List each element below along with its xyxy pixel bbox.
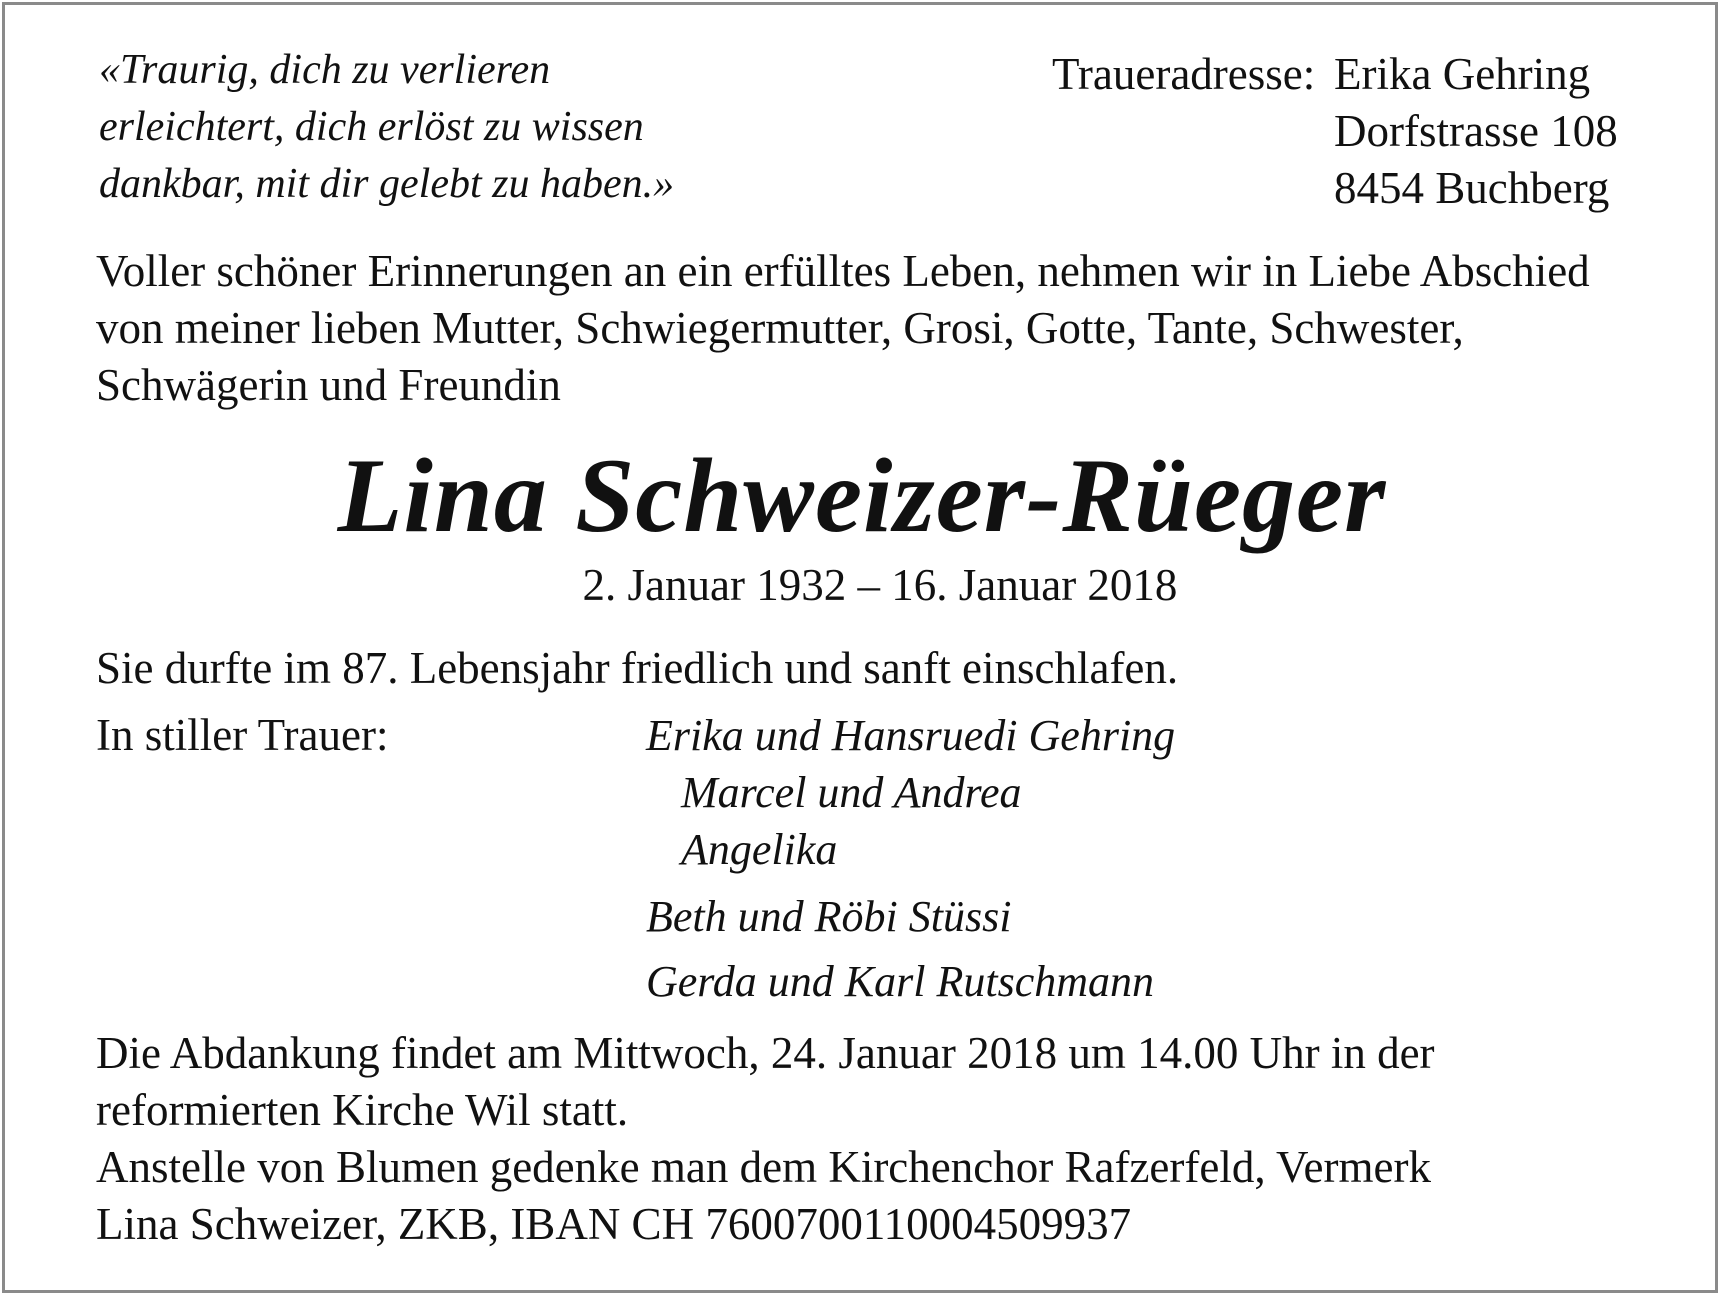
address-label: Traueradresse: xyxy=(1052,49,1316,99)
closing-paragraph xyxy=(96,1025,1435,1253)
quote-line: erleichtert, dich erlöst zu wissen xyxy=(99,104,644,150)
mourner-entry: Angelika xyxy=(681,825,838,874)
closing-line: reformierten Kirche Wil statt. xyxy=(96,1085,629,1135)
closing-line: Anstelle von Blumen gedenke man dem Kirchenchor Rafzerfeld, Vermerk xyxy=(96,1142,1431,1192)
closing-line: Lina Schweizer, ZKB, IBAN CH 7600700110004509937 xyxy=(96,1199,1132,1249)
mourner-entry: Erika und Hansruedi Gehring xyxy=(646,711,1176,760)
deceased-name: Lina Schweizer-Rüeger xyxy=(337,437,1387,554)
intro-line: Schwägerin und Freundin xyxy=(96,360,561,410)
epigraph-quote xyxy=(99,42,674,213)
mourner-entry: Gerda und Karl Rutschmann xyxy=(646,957,1155,1006)
quote-line: «Traurig, dich zu verlieren xyxy=(99,47,551,93)
quote-line: dankbar, mit dir gelebt zu haben.» xyxy=(99,161,675,207)
intro-paragraph xyxy=(96,243,1590,414)
intro-line: von meiner lieben Mutter, Schwiegermutter, Grosi, Gotte, Tante, Schwester, xyxy=(96,303,1464,353)
address-line: Dorfstrasse 108 xyxy=(1334,106,1618,156)
address-line: 8454 Buchberg xyxy=(1334,163,1610,213)
closing-line: Die Abdankung findet am Mittwoch, 24. Januar 2018 um 14.00 Uhr in der xyxy=(96,1028,1435,1078)
intro-line: Voller schöner Erinnerungen an ein erfülltes Leben, nehmen wir in Liebe Abschied xyxy=(96,246,1590,296)
passing-sentence: Sie durfte im 87. Lebensjahr friedlich und sanft einschlafen. xyxy=(96,643,1179,693)
mourner-entry: Marcel und Andrea xyxy=(681,768,1022,817)
mourner-entry: Beth und Röbi Stüssi xyxy=(646,892,1012,941)
address-line: Erika Gehring xyxy=(1334,49,1591,99)
mourners-label: In stiller Trauer: xyxy=(96,710,389,760)
mourning-address xyxy=(1334,46,1618,217)
life-dates: 2. Januar 1932 – 16. Januar 2018 xyxy=(582,560,1178,610)
